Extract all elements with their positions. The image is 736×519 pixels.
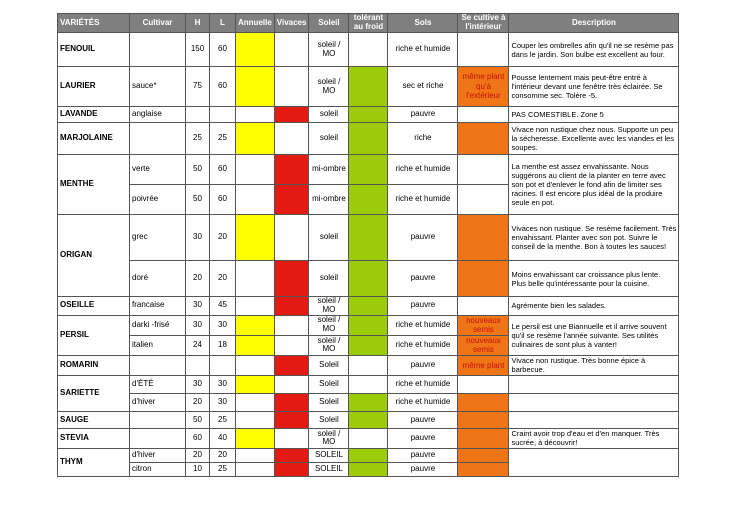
annuelle-marker [236,123,275,155]
table-row [58,375,679,393]
height-cell: 20 [186,393,210,411]
annuelle-cell [236,393,275,411]
width-cell: 20 [210,261,236,297]
tolerant-marker [349,335,388,355]
sols-cell: pauvre [388,107,458,123]
sols-cell: riche et humide [388,335,458,355]
sols-cell: pauvre [388,462,458,476]
annuelle-marker [236,67,275,107]
vivaces-marker [274,107,309,123]
sols-cell: pauvre [388,411,458,428]
vivaces-cell [274,123,309,155]
vivaces-marker [274,155,309,185]
vivaces-cell [274,33,309,67]
height-cell: 50 [186,411,210,428]
annuelle-marker [236,33,275,67]
cultivar-cell [130,123,186,155]
variety-name: FENOUIL [58,33,130,67]
variety-name: SAUGE [58,411,130,428]
header-l: L [210,14,236,33]
cultivar-cell: d'hiver [130,393,186,411]
sols-cell: pauvre [388,428,458,448]
tolerant-marker [349,215,388,261]
table-row [58,33,679,67]
annuelle-marker [236,375,275,393]
interieur-marker [458,448,509,462]
height-cell: 30 [186,297,210,316]
soleil-cell: soleil [309,215,349,261]
header-row [58,14,679,33]
header-sols: Sols [388,14,458,33]
vivaces-marker [274,393,309,411]
vivaces-marker [274,261,309,297]
interieur-marker [458,123,509,155]
vivaces-cell [274,335,309,355]
annuelle-marker [236,215,275,261]
interieur-marker [458,261,509,297]
width-cell: 30 [210,393,236,411]
annuelle-marker [236,315,275,335]
cultivar-cell: verte [130,155,186,185]
variety-name: OSEILLE [58,297,130,316]
cultivar-cell: grec [130,215,186,261]
height-cell: 75 [186,67,210,107]
description-cell: Vivace non rustique. Très bonne épice à barbecue. [509,355,679,375]
tolerant-cell [349,375,388,393]
height-cell: 24 [186,335,210,355]
herb-varieties-table [57,13,679,477]
annuelle-cell [236,448,275,462]
width-cell: 20 [210,448,236,462]
height-cell: 10 [186,462,210,476]
sols-cell: riche et humide [388,33,458,67]
tolerant-marker [349,67,388,107]
description-cell: Craint avoir trop d'eau et d'en manquer. Très sucrée, à découvrir! [509,428,679,448]
width-cell: 60 [210,67,236,107]
sols-cell: sec et riche [388,67,458,107]
table-row [58,107,679,123]
table-row [58,261,679,297]
vivaces-marker [274,448,309,462]
soleil-cell: mi-ombre [309,155,349,185]
tolerant-cell [349,355,388,375]
sols-cell: pauvre [388,355,458,375]
vivaces-cell [274,375,309,393]
cultivar-cell [130,355,186,375]
annuelle-cell [236,462,275,476]
width-cell: 40 [210,428,236,448]
soleil-cell: SOLEIL [309,448,349,462]
height-cell: 60 [186,428,210,448]
description-cell: Le persil est une Biannuelle et il arrive souvent qu'il se resème l'année suivante. Ses utilités culinaires de sont plus à vanter! [509,315,679,355]
tolerant-marker [349,297,388,316]
table-row [58,155,679,185]
vivaces-cell [274,315,309,335]
annuelle-cell [236,155,275,185]
width-cell: 45 [210,297,236,316]
variety-name: MENTHE [58,155,130,215]
tolerant-marker [349,107,388,123]
table-row [58,428,679,448]
description-cell: La menthe est assez envahissante. Nous suggérons au client de la planter en terre avec son pot et d'enlever le fond afin de limiter ses racines. Il est encore plus idéal de la produire seule en pot. [509,155,679,215]
cultivar-cell: darki -frisé [130,315,186,335]
table-row [58,297,679,316]
header-soleil: Soleil [309,14,349,33]
vivaces-marker [274,297,309,316]
height-cell: 30 [186,215,210,261]
sols-cell: riche et humide [388,185,458,215]
tolerant-marker [349,315,388,335]
sols-cell: riche et humide [388,375,458,393]
soleil-cell: soleil [309,123,349,155]
description-cell [509,393,679,411]
interieur-marker [458,428,509,448]
width-cell: 25 [210,123,236,155]
cultivar-cell [130,428,186,448]
header-interieur: Se cultive à l'intérieur [458,14,509,33]
annuelle-marker [236,335,275,355]
soleil-cell: soleil / MO [309,315,349,335]
soleil-cell: mi-ombre [309,185,349,215]
description-cell [509,375,679,393]
header-annuelle: Annuelle [236,14,275,33]
sols-cell: pauvre [388,448,458,462]
soleil-cell: Soleil [309,355,349,375]
sols-cell: riche [388,123,458,155]
description-cell: Moins envahissant car croissance plus lente. Plus belle qu'intéressante pour la cuisine. [509,261,679,297]
annuelle-cell [236,261,275,297]
tolerant-marker [349,411,388,428]
annuelle-cell [236,107,275,123]
soleil-cell: soleil / MO [309,428,349,448]
cultivar-cell: poivrée [130,185,186,215]
vivaces-marker [274,411,309,428]
table-row [58,315,679,335]
cultivar-cell: citron [130,462,186,476]
width-cell: 60 [210,33,236,67]
sols-cell: riche et humide [388,315,458,335]
interieur-marker: nouveaux semis [458,315,509,335]
table-row [58,448,679,462]
table-row [58,355,679,375]
tolerant-marker [349,393,388,411]
vivaces-cell [274,215,309,261]
annuelle-marker [236,428,275,448]
vivaces-cell [274,67,309,107]
width-cell: 25 [210,411,236,428]
variety-name: SARIETTE [58,375,130,411]
interieur-cell [458,155,509,185]
interieur-cell [458,297,509,316]
tolerant-marker [349,261,388,297]
soleil-cell: soleil / MO [309,33,349,67]
vivaces-marker [274,462,309,476]
sols-cell: pauvre [388,297,458,316]
header-vivaces: Vivaces [274,14,309,33]
vivaces-cell [274,428,309,448]
interieur-marker [458,462,509,476]
variety-name: ROMARIN [58,355,130,375]
variety-name: PERSIL [58,315,130,355]
height-cell [186,355,210,375]
description-cell: Couper les ombrelles afin qu'il ne se resème pas dans le jardin. Son bulbe est excellent au four. [509,33,679,67]
interieur-cell [458,33,509,67]
soleil-cell: soleil [309,261,349,297]
interieur-marker: même plant qu'à l'extérieur [458,67,509,107]
description-cell [509,411,679,428]
cultivar-cell: sauce* [130,67,186,107]
height-cell: 30 [186,315,210,335]
height-cell: 20 [186,261,210,297]
cultivar-cell: doré [130,261,186,297]
description-cell: PAS COMESTIBLE. Zone 5 [509,107,679,123]
vivaces-marker [274,185,309,215]
table-row [58,393,679,411]
width-cell: 25 [210,462,236,476]
height-cell [186,107,210,123]
width-cell: 60 [210,185,236,215]
soleil-cell: Soleil [309,411,349,428]
table-row [58,411,679,428]
description-cell: Pousse lentement mais peut-être entré à l'intérieur devant une fenêtre très éclairée. Se consomme sec. Tolère -5. [509,67,679,107]
variety-name: STEVIA [58,428,130,448]
annuelle-cell [236,297,275,316]
width-cell [210,107,236,123]
header-varietes: VARIÉTÉS [58,14,130,33]
cultivar-cell [130,411,186,428]
interieur-marker: nouveaux semis [458,335,509,355]
cultivar-cell: italien [130,335,186,355]
height-cell: 20 [186,448,210,462]
width-cell: 30 [210,315,236,335]
height-cell: 150 [186,33,210,67]
soleil-cell: soleil / MO [309,67,349,107]
description-cell: Vivaces non rustique. Se resème facilement. Très envahissant. Planter avec son pot. Suivre le conseil de la menthe. Bon à toutes les sauces! [509,215,679,261]
tolerant-marker [349,185,388,215]
interieur-marker [458,411,509,428]
variety-name: LAURIER [58,67,130,107]
soleil-cell: soleil / MO [309,335,349,355]
soleil-cell: soleil / MO [309,297,349,316]
width-cell: 18 [210,335,236,355]
table-row [58,123,679,155]
table-row [58,215,679,261]
tolerant-cell [349,428,388,448]
header-cultivar: Cultivar [130,14,186,33]
cultivar-cell [130,33,186,67]
sols-cell: riche et humide [388,155,458,185]
soleil-cell: soleil [309,107,349,123]
cultivar-cell: anglaise [130,107,186,123]
tolerant-marker [349,448,388,462]
height-cell: 50 [186,185,210,215]
interieur-cell [458,375,509,393]
cultivar-cell: d'ÉTÉ [130,375,186,393]
annuelle-cell [236,355,275,375]
sols-cell: pauvre [388,215,458,261]
header-description: Description [509,14,679,33]
header-tolerant: tolérant au froid [349,14,388,33]
description-cell [509,448,679,476]
description-cell: Vivace non rustique chez nous. Supporte un peu la sécheresse. Excellente avec les viandes et les soupes. [509,123,679,155]
interieur-marker [458,393,509,411]
width-cell: 60 [210,155,236,185]
interieur-cell [458,107,509,123]
height-cell: 30 [186,375,210,393]
tolerant-cell [349,33,388,67]
width-cell: 20 [210,215,236,261]
header-h: H [186,14,210,33]
width-cell [210,355,236,375]
tolerant-marker [349,155,388,185]
tolerant-marker [349,123,388,155]
variety-name: MARJOLAINE [58,123,130,155]
tolerant-marker [349,462,388,476]
sols-cell: pauvre [388,261,458,297]
cultivar-cell: francaise [130,297,186,316]
width-cell: 30 [210,375,236,393]
interieur-cell [458,185,509,215]
height-cell: 50 [186,155,210,185]
interieur-marker [458,215,509,261]
soleil-cell: Soleil [309,375,349,393]
description-cell: Agrémente bien les salades. [509,297,679,316]
soleil-cell: SOLEIL [309,462,349,476]
height-cell: 25 [186,123,210,155]
variety-name: THYM [58,448,130,476]
vivaces-marker [274,355,309,375]
soleil-cell: Soleil [309,393,349,411]
annuelle-cell [236,411,275,428]
interieur-marker: même plant [458,355,509,375]
variety-name: ORIGAN [58,215,130,297]
table-row [58,67,679,107]
sols-cell: riche et humide [388,393,458,411]
variety-name: LAVANDE [58,107,130,123]
cultivar-cell: d'hiver [130,448,186,462]
annuelle-cell [236,185,275,215]
